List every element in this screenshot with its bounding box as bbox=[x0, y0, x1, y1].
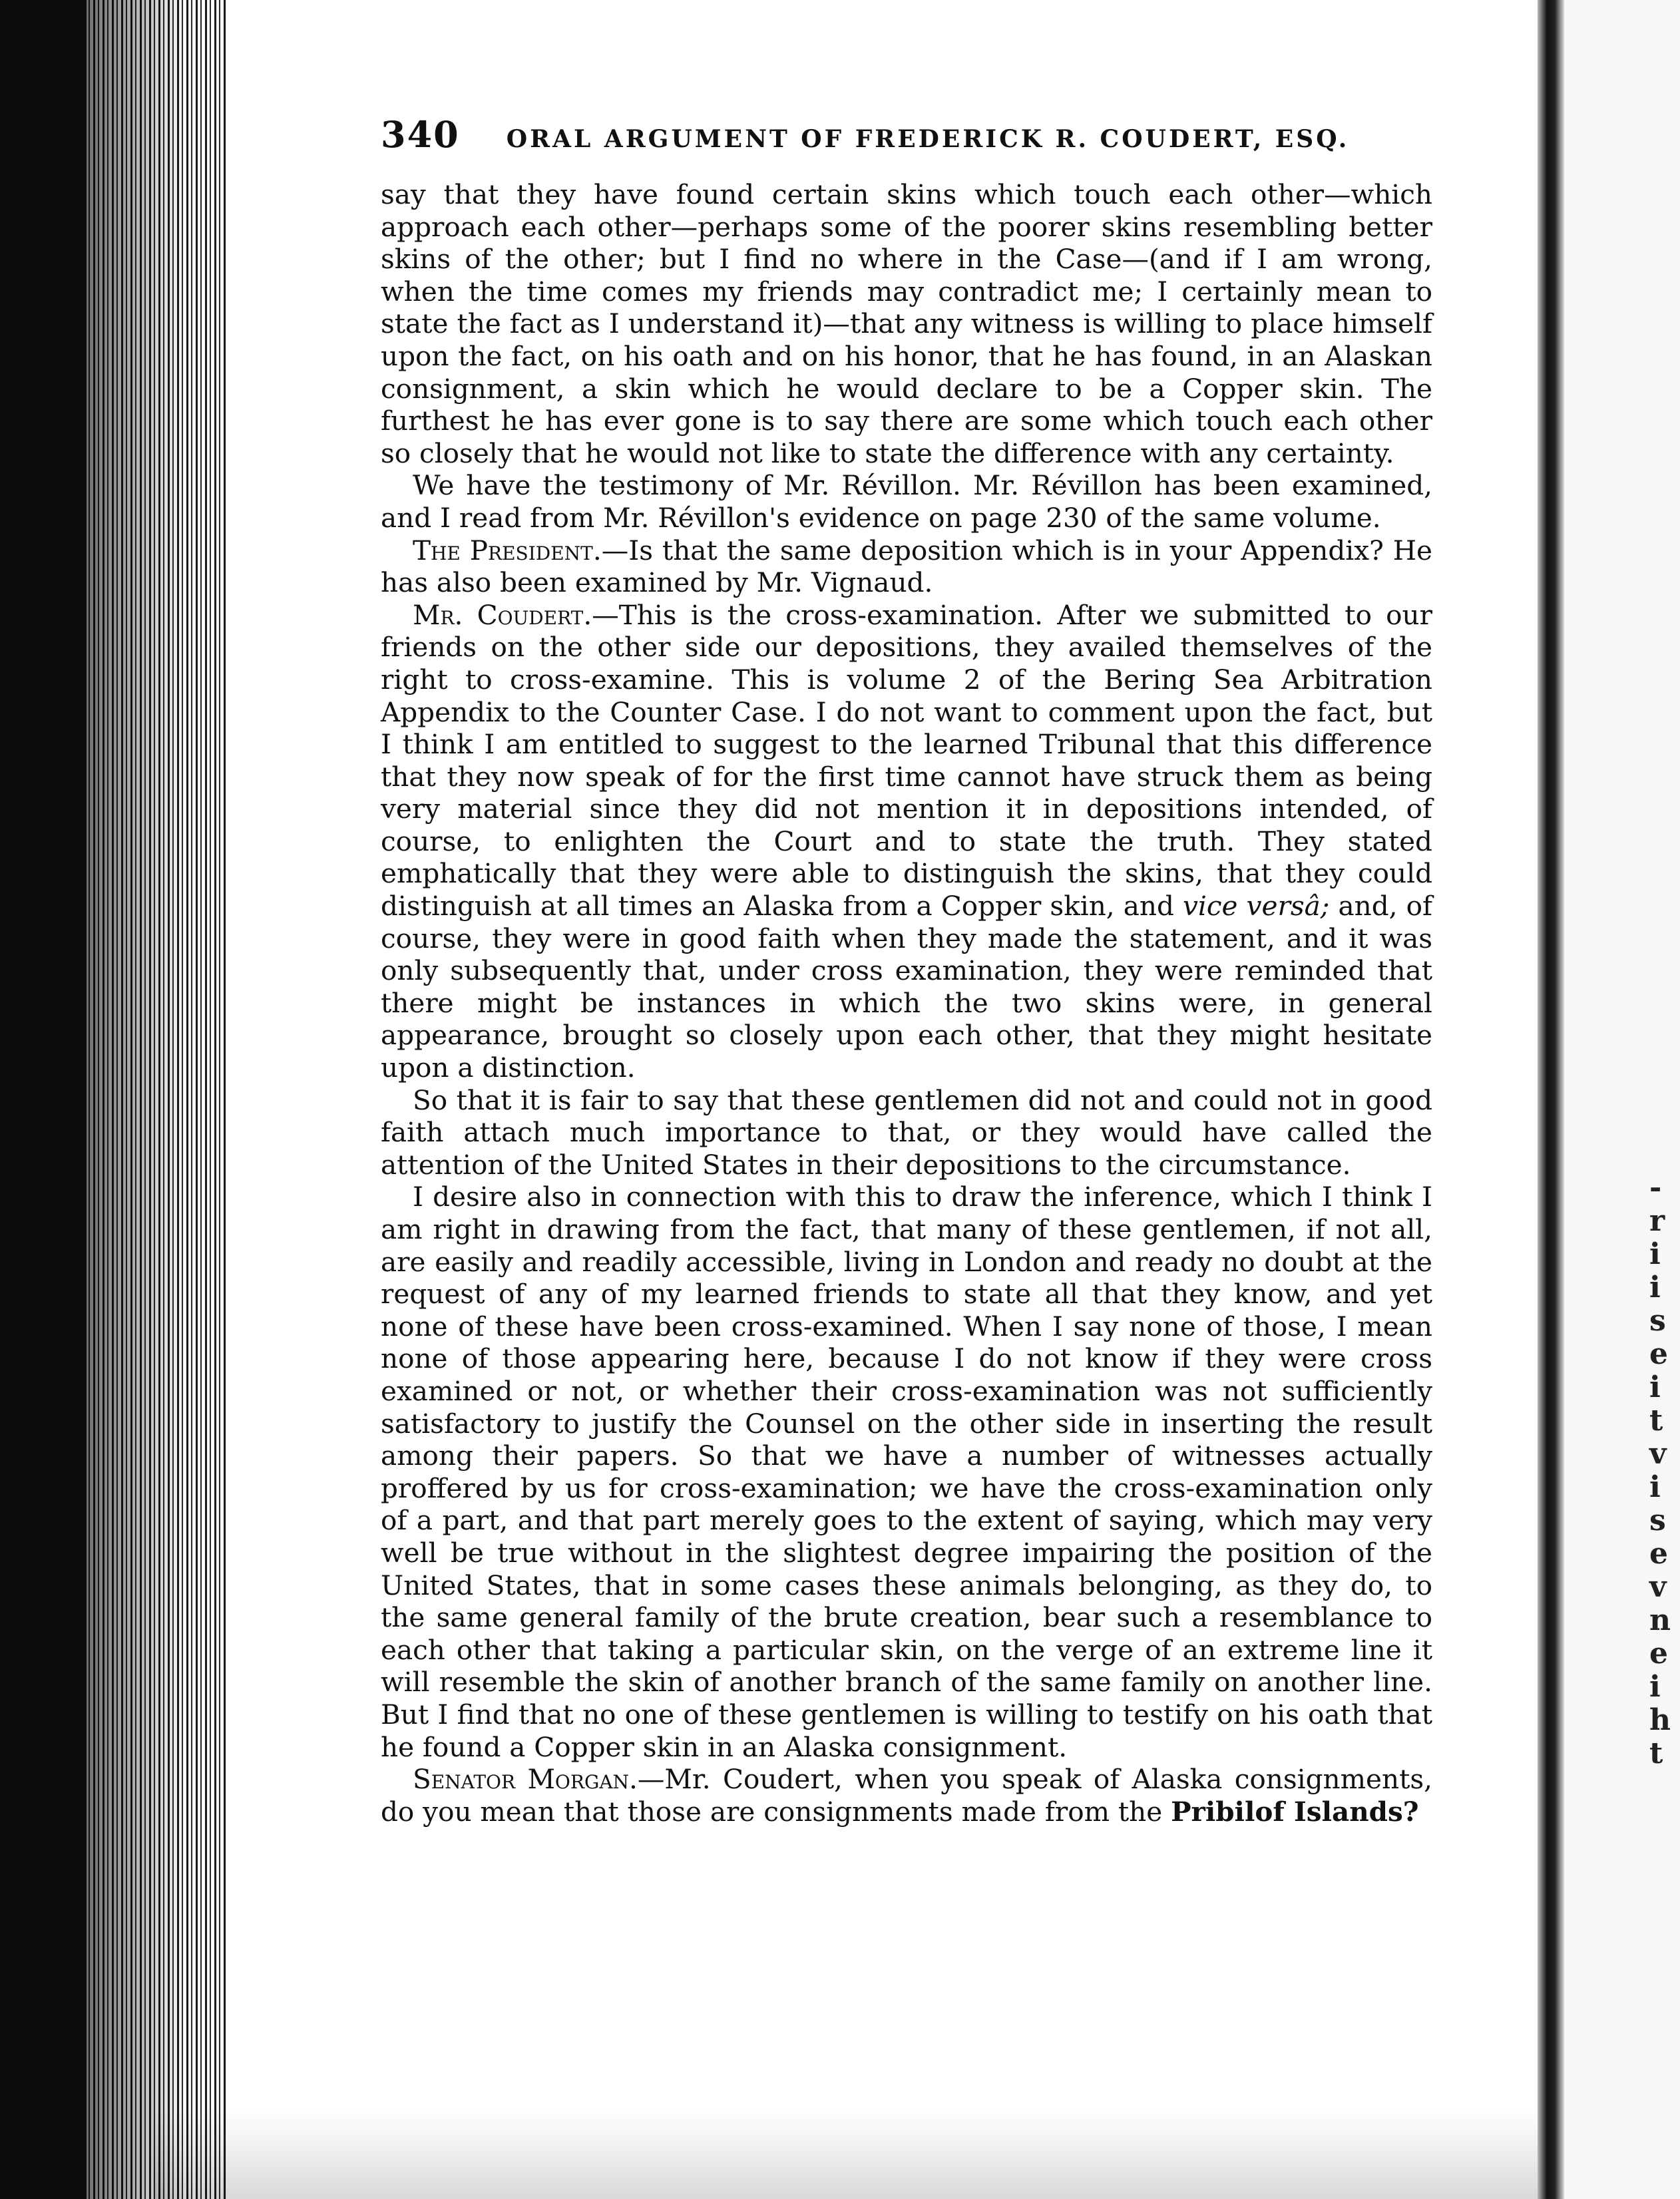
book-page-edges bbox=[0, 0, 226, 2199]
page-bottom-shadow bbox=[153, 2110, 1551, 2199]
facing-page-glyph: i bbox=[1649, 1670, 1661, 1704]
paragraph-7: Senator Morgan.—Mr. Coudert, when you speak of Alaska consignments, do you mean that those are consignments made from the Pribilof Islands? bbox=[381, 1763, 1432, 1828]
speaker-label: The President. bbox=[413, 534, 602, 566]
running-head-title: ORAL ARGUMENT OF FREDERICK R. COUDERT, ESQ. bbox=[506, 125, 1350, 153]
paragraph-2: We have the testimony of Mr. Révillon. Mr. Révillon has been examined, and I read from Mr. Révillon's evidence on page 230 of the same volume. bbox=[381, 469, 1432, 534]
document-page bbox=[381, 113, 1432, 1828]
facing-page-glyph: - bbox=[1649, 1171, 1662, 1205]
facing-page bbox=[1564, 0, 1680, 2199]
facing-page-glyph: e bbox=[1649, 1337, 1668, 1371]
facing-page-glyph: h bbox=[1649, 1703, 1671, 1737]
page-number: 340 bbox=[381, 113, 460, 156]
facing-page-glyph: v bbox=[1649, 1570, 1667, 1604]
paragraph-5: So that it is fair to say that these gentlemen did not and could not in good faith attach much importance to that, or they would have called the attention of the United States in their depositions to the circumstance. bbox=[381, 1084, 1432, 1181]
facing-page-glyph: s bbox=[1649, 1304, 1666, 1338]
paragraph-6: I desire also in connection with this to draw the inference, which I think I am right in drawing from the fact, that many of these gentlemen, if not all, are easily and readily accessible, living in London and ready no doubt at the request of any of my learned friends to state all that they know, and yet none of these have been cross-examined. When I say none of those, I mean none of those appearing here, because I do not know if they were cross examined or not, or whether their cross-examination was not sufficiently satisfactory to justify the Counsel on the other side in inserting the result among their papers. So that we have a number of witnesses actually proffered by us for cross-examination; we have the cross-examination only of a part, and that part merely goes to the extent of saying, which may very well be true without in the slightest degree impairing the position of the United States, that in some cases these animals belonging, as they do, to the same general family of the brute creation, bear such a resemblance to each other that taking a particular skin, on the verge of an extreme line it will resemble the skin of another branch of the same family on another line. But I find that no one of these gentlemen is willing to testify on his oath that he found a Copper skin in an Alaska consignment. bbox=[381, 1181, 1432, 1763]
paragraph-3: The President.—Is that the same deposition which is in your Appendix? He has also been examined by Mr. Vignaud. bbox=[381, 534, 1432, 599]
facing-page-glyph: v bbox=[1649, 1437, 1667, 1471]
running-header bbox=[381, 113, 1432, 166]
paragraph-4: Mr. Coudert.—This is the cross-examination. After we submitted to our friends on the other side our depositions, they availed themselves of the right to cross-examine. This is volume 2 of the Bering Sea Arbitration Appendix to the Counter Case. I do not want to comment upon the fact, but I think I am entitled to suggest to the learned Tribunal that this difference that they now speak of for the first time cannot have struck them as being very material since they did not mention it in depositions intended, of course, to enlighten the Court and to state the truth. They stated emphatically that they were able to distinguish the skins, that they could distinguish at all times an Alaska from a Copper skin, and vice versâ; and, of course, they were in good faith when they made the statement, and it was only subsequently that, under cross examination, they were reminded that there might be instances in which the two skins were, in general appearance, brought so closely upon each other, that they might hesitate upon a distinction. bbox=[381, 598, 1433, 1084]
speaker-label: Mr. Coudert. bbox=[413, 598, 592, 631]
book-gutter bbox=[1538, 0, 1564, 2199]
facing-page-glyph: i bbox=[1649, 1271, 1661, 1304]
facing-page-glyph: t bbox=[1649, 1736, 1663, 1770]
paragraph-1: say that they have found certain skins which touch each other—which approach each other—perhaps some of the poorer skins resembling better skins of the other; but I find no where in the Case—(and if I am wrong, when the time comes my friends may contradict me; I certainly mean to state the fact as I understand it)—that any witness is willing to place himself upon the fact, on his oath and on his honor, that he has found, in an Alaskan consignment, a skin which he would declare to be a Copper skin. The furthest he has ever gone is to say there are some which touch each other so closely that he would not like to state the difference with any certainty. bbox=[381, 178, 1432, 469]
facing-page-glyph: e bbox=[1649, 1637, 1668, 1671]
facing-page-glyph: i bbox=[1649, 1470, 1661, 1504]
facing-page-glyph: t bbox=[1649, 1404, 1663, 1438]
body-text bbox=[381, 178, 1432, 1828]
facing-page-glyph: r bbox=[1649, 1204, 1665, 1238]
facing-page-glyph: n bbox=[1649, 1603, 1671, 1637]
facing-page-glyph: i bbox=[1649, 1237, 1661, 1271]
facing-page-glyph: i bbox=[1649, 1370, 1661, 1404]
speaker-label: Senator Morgan. bbox=[413, 1763, 638, 1796]
facing-page-glyph: e bbox=[1649, 1537, 1668, 1571]
facing-page-fragments bbox=[1649, 1171, 1676, 1770]
facing-page-glyph: s bbox=[1649, 1503, 1666, 1537]
